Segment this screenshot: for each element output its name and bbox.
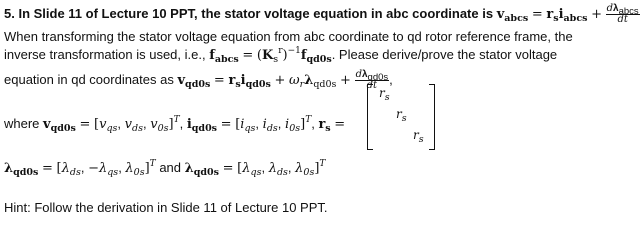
omega-r-lambda: $\omega_r\lambda_{qd0s}$ — [289, 72, 337, 90]
question-line-2 — [4, 29, 573, 45]
matrix-r22: $r_s$ — [396, 107, 407, 124]
v-abcs: $v_{abcs}$ — [496, 6, 529, 24]
d-lambda-qd0s-dt: $\frac{\text{dλqd0s}}{dt}$ — [355, 69, 389, 91]
d-lambda-abcs-dt: $\frac{\text{dλabcs}}{dt}$ — [606, 3, 639, 25]
f-qd0s: $f_{qd0s}$ — [300, 48, 332, 65]
question-line-1: 5. In Slide 11 of Lecture 10 PPT, the stator voltage equation in abc coordinate is $v_{abcs} = r_si_{abcs}$ + $\frac{\text{dλabcs}}{dt}$ — [4, 3, 639, 25]
f-abcs: $f_{abcs}$ — [209, 48, 239, 65]
question-line-4: equation in qd coordinates as $v_{qd0s} = r_si_{qd0s} + \omega_r\lambda_{qd0s}$ + $\frac{\text{dλqd0s}}{dt}$ , — [4, 69, 393, 91]
question-line-3: inverse transformation is used, i.e., $f_{abcs} = (K_s^r)^{-1}f_{qd0s}$. Please derive/prove the stator voltage — [4, 46, 558, 65]
question-line-6: $\lambda_{qd0s} = [\lambda_{ds}$, $-\lambda_{qs}$, $\lambda_{0s}]^T$ and $\lambda_{qd0s} = [\lambda_{qs}$, $\lambda_{ds}$, $\lambda_{0s}]^T$ — [4, 159, 326, 178]
matrix-r33: $r_s$ — [413, 128, 424, 145]
hint-line — [4, 200, 328, 216]
matrix-r11: $r_s$ — [379, 86, 390, 103]
i-abcs: $i_{abcs}$ — [558, 6, 588, 24]
hint-text: Hint: Follow the derivation in Slide 11 of Lecture 10 PPT. — [4, 200, 328, 215]
resistance-matrix — [367, 84, 435, 148]
question-text-1: 5. In Slide 11 of Lecture 10 PPT, the stator voltage equation in abc coordinate is — [4, 5, 494, 21]
question-text-2: When transforming the stator voltage equation from abc coordinate to qd rotor reference frame, the — [4, 29, 573, 44]
question-line-5: where $v_{qd0s} = [v_{qs}$, $v_{ds}$, $v_{0s}]^T$, $i_{qd0s} = [i_{qs}$, $i_{ds}$, $i_{0s}]^T$, $r_s$ = — [4, 115, 346, 134]
r-s: $r_s$ — [546, 6, 559, 24]
inverse-transform: $(K_s^r)^{-1}$ — [256, 46, 301, 65]
